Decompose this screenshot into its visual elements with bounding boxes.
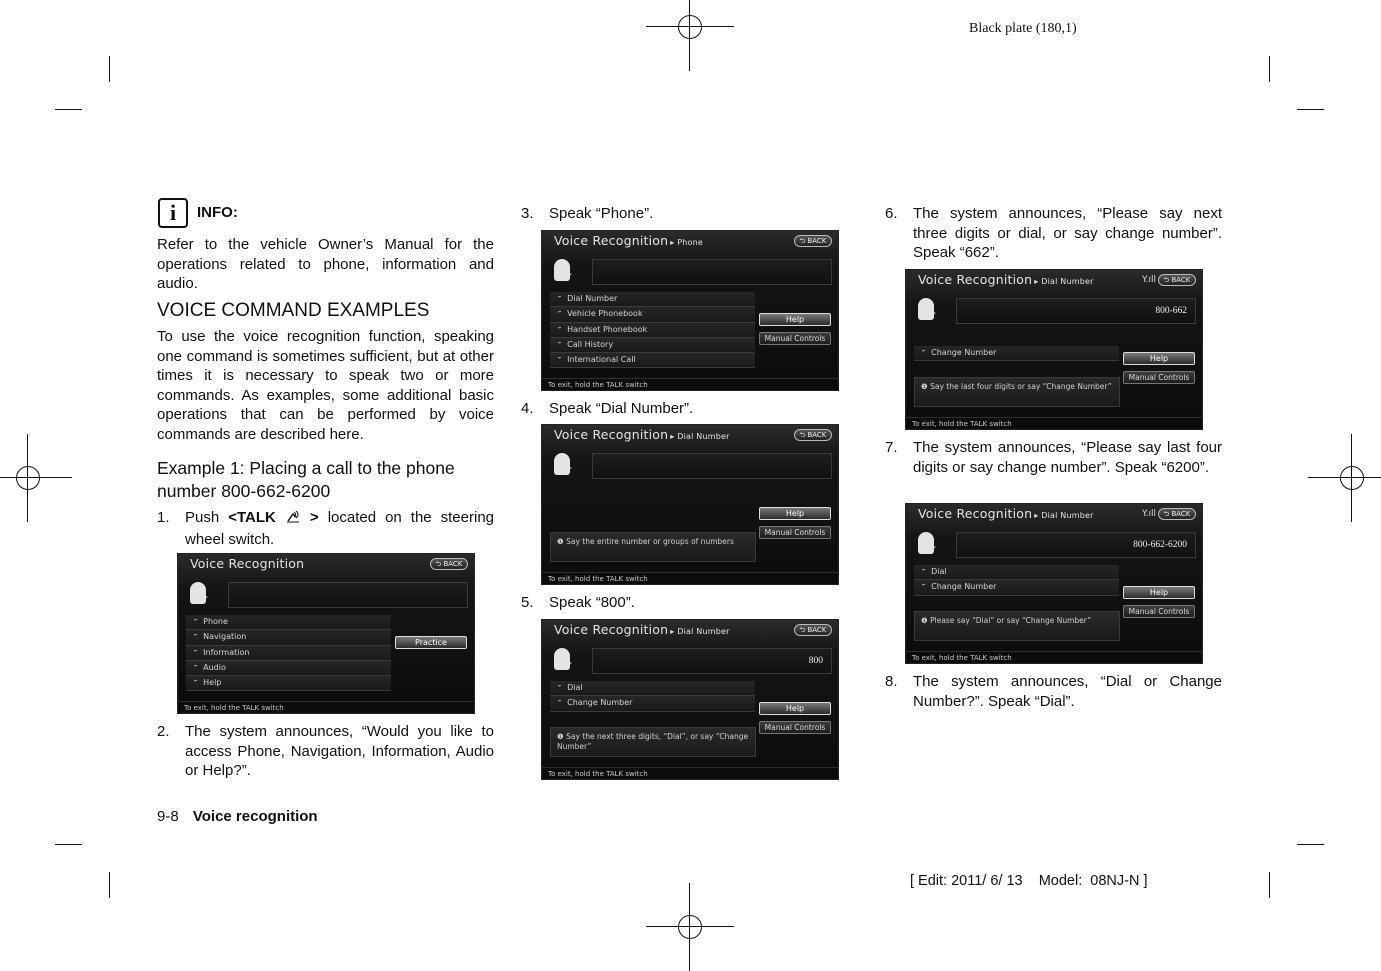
registration-mark-right [1308, 434, 1381, 522]
crop-mark [109, 56, 110, 82]
step-number: 5. [521, 594, 534, 611]
manual-controls-button[interactable]: Manual Controls [759, 526, 831, 539]
voice-prompt: ❶ Say the next three digits, “Dial”, or say “Change Number” [550, 727, 756, 757]
signal-strength-icon: Y.ıll [1141, 509, 1156, 519]
screen-dial-number-full [905, 503, 1203, 664]
page-number: 9-8 [157, 808, 179, 825]
crop-mark [55, 844, 82, 845]
voice-command-icon: ″ [194, 679, 198, 688]
screen-title: Voice Recognition [190, 556, 305, 571]
voice-command-icon: ″ [558, 340, 562, 349]
voice-prompt: ❶ Please say “Dial” or say “Change Number” [914, 611, 1120, 641]
practice-button[interactable]: Practice [395, 636, 467, 649]
help-button[interactable]: Help [1123, 586, 1195, 599]
step-text: Speak “Phone”. [549, 205, 654, 222]
crop-mark [55, 109, 82, 110]
command-list [550, 292, 755, 368]
voice-face-icon: ″ [554, 648, 578, 674]
exit-hint: To exit, hold the TALK switch [548, 575, 648, 583]
list-item[interactable]: ″ Help [186, 676, 391, 691]
command-list [186, 615, 391, 691]
edit-note: [ Edit: 2011/ 6/ 13 Model: 08NJ-N ] [910, 873, 1148, 889]
voice-face-icon: ″ [190, 582, 214, 608]
info-body: Refer to the vehicle Owner’s Manual for the operations related to phone, information and audio. [157, 236, 494, 293]
command-list [914, 346, 1119, 361]
list-item[interactable]: ″ Dial Number [550, 292, 755, 307]
list-item[interactable]: ″ Dial [550, 681, 755, 696]
info-icon: i [158, 198, 188, 228]
plate-label: Black plate (180,1) [969, 21, 1077, 36]
voice-command-icon: ″ [922, 583, 926, 592]
section-heading: VOICE COMMAND EXAMPLES [157, 300, 430, 321]
section-body: To use the voice recognition function, speaking one command is sometimes sufficient, but at other times it is necessary to speak two or more commands. As examples, some additional basic operations that can be performed by voice commands are described here. [157, 328, 494, 443]
screen-title: Voice Recognition ▸ Dial Number [554, 622, 730, 637]
screen-title: Voice Recognition ▸ Phone [554, 233, 703, 248]
screen-phone [541, 230, 839, 391]
crop-mark [1269, 56, 1270, 82]
voice-face-icon: ″ [554, 259, 578, 285]
voice-command-icon: ″ [558, 295, 562, 303]
crop-mark [109, 872, 110, 898]
voice-command-icon: ″ [558, 356, 562, 365]
voice-command-icon: ″ [194, 633, 198, 642]
voice-command-icon: ″ [558, 699, 562, 708]
info-heading: INFO: [197, 204, 238, 221]
registration-mark-bottom [646, 883, 734, 971]
section-name: Voice recognition [192, 808, 318, 825]
recognition-display [592, 259, 832, 285]
voice-command-icon: ″ [194, 648, 198, 657]
voice-command-icon: ″ [558, 310, 562, 319]
list-item[interactable]: ″ Change Number [550, 696, 755, 711]
step-text: The system announces, “Please say last four digits or say change number”. Speak “6200”. [913, 439, 1222, 476]
recognition-display [592, 453, 832, 479]
command-list [550, 681, 755, 712]
list-item[interactable]: ″ International Call [550, 353, 755, 368]
back-button[interactable]: ⮌ BACK [794, 235, 832, 247]
recognition-display: 800 [592, 648, 832, 674]
signal-strength-icon: Y.ıll [1141, 275, 1156, 285]
recognition-display: 800-662-6200 [956, 532, 1196, 558]
registration-mark-top [646, 0, 734, 71]
list-item[interactable]: ″ Call History [550, 338, 755, 353]
list-item[interactable]: ″ Dial [914, 565, 1119, 580]
step-number: 4. [521, 400, 534, 417]
screen-dial-number-empty [541, 424, 839, 585]
list-item[interactable]: ″ Change Number [914, 346, 1119, 361]
exit-hint: To exit, hold the TALK switch [548, 770, 648, 778]
back-button[interactable]: ⮌ BACK [794, 429, 832, 441]
step-number: 7. [885, 439, 898, 456]
list-item[interactable]: ″ Handset Phonebook [550, 323, 755, 338]
crop-mark [1297, 109, 1324, 110]
list-item[interactable]: ″ Information [186, 646, 391, 661]
back-button[interactable]: ⮌ BACK [794, 624, 832, 636]
voice-prompt: ❶ Say the last four digits or say “Change Number” [914, 377, 1120, 407]
screen-dial-number-800-662 [905, 269, 1203, 430]
voice-prompt: ❶ Say the entire number or groups of numbers [550, 532, 756, 562]
manual-controls-button[interactable]: Manual Controls [1123, 605, 1195, 618]
voice-command-icon: ″ [558, 684, 562, 692]
help-button[interactable]: Help [759, 507, 831, 520]
example-heading: Example 1: Placing a call to the phone number 800-662-6200 [157, 458, 455, 501]
step-number: 6. [885, 205, 898, 222]
help-button[interactable]: Help [1123, 352, 1195, 365]
list-item[interactable]: ″ Change Number [914, 580, 1119, 595]
crop-mark [1269, 872, 1270, 898]
exit-hint: To exit, hold the TALK switch [548, 381, 648, 389]
list-item[interactable]: ″ Phone [186, 615, 391, 630]
back-button[interactable]: ⮌ BACK [1158, 274, 1196, 286]
recognition-display [228, 582, 468, 608]
registration-mark-left [0, 434, 72, 522]
talk-switch-icon [285, 508, 301, 530]
list-item[interactable]: ″ Navigation [186, 630, 391, 645]
step-text: The system announces, “Please say next three digits or dial, or say change number”. Speak “662”. [913, 205, 1222, 262]
screen-voice-recognition-main [177, 553, 475, 714]
crop-mark [1297, 844, 1324, 845]
exit-hint: To exit, hold the TALK switch [912, 420, 1012, 428]
recognition-display: 800-662 [956, 298, 1196, 324]
voice-face-icon: ″ [918, 532, 942, 558]
exit-hint: To exit, hold the TALK switch [184, 704, 284, 712]
list-item[interactable]: ″ Vehicle Phonebook [550, 307, 755, 322]
help-button[interactable]: Help [759, 313, 831, 326]
command-list [914, 565, 1119, 596]
voice-face-icon: ″ [554, 453, 578, 479]
step-number: 2. [157, 723, 170, 740]
screen-title: Voice Recognition ▸ Dial Number [918, 506, 1094, 521]
step-text: Speak “Dial Number”. [549, 400, 694, 417]
manual-controls-button[interactable]: Manual Controls [759, 332, 831, 345]
voice-command-icon: ″ [558, 325, 562, 334]
exit-hint: To exit, hold the TALK switch [912, 654, 1012, 662]
voice-command-icon: ″ [194, 618, 198, 626]
screen-dial-number-800 [541, 619, 839, 780]
back-button[interactable]: ⮌ BACK [430, 558, 468, 570]
step-text: Speak “800”. [549, 594, 635, 611]
step-text: The system announces, “Dial or Change Number?”. Speak “Dial”. [913, 673, 1222, 710]
back-button[interactable]: ⮌ BACK [1158, 508, 1196, 520]
list-item[interactable]: ″ Audio [186, 661, 391, 676]
step-number: 8. [885, 673, 898, 690]
page-footer [157, 808, 318, 825]
voice-command-icon: ″ [194, 663, 198, 672]
screen-title: Voice Recognition ▸ Dial Number [554, 427, 730, 442]
step-number: 1. [157, 509, 170, 526]
manual-controls-button[interactable]: Manual Controls [759, 721, 831, 734]
step-number: 3. [521, 205, 534, 222]
step-text: Push <TALK > located on the steering wheel switch. [185, 509, 495, 548]
voice-face-icon: ″ [918, 298, 942, 324]
screen-title: Voice Recognition ▸ Dial Number [918, 272, 1094, 287]
manual-controls-button[interactable]: Manual Controls [1123, 371, 1195, 384]
voice-command-icon: ″ [922, 349, 926, 357]
voice-command-icon: ″ [922, 568, 926, 576]
help-button[interactable]: Help [759, 702, 831, 715]
step-text: The system announces, “Would you like to access Phone, Navigation, Information, Audio or Help?”. [185, 723, 494, 780]
